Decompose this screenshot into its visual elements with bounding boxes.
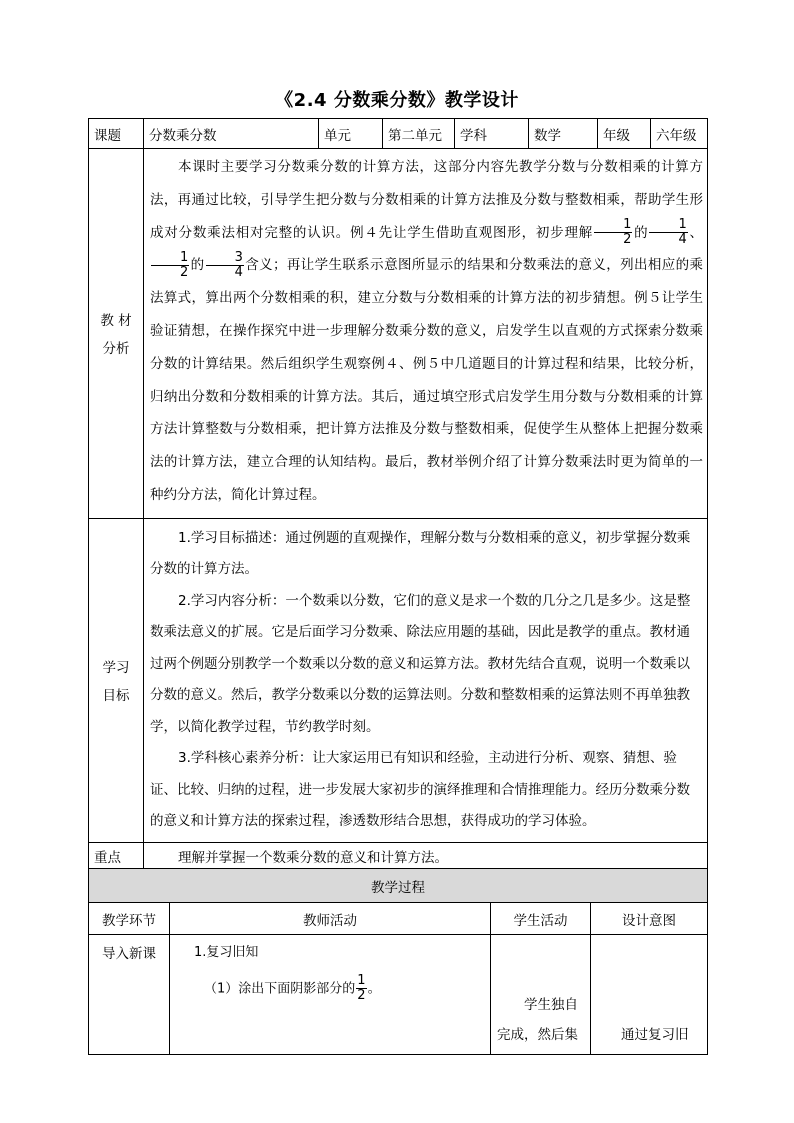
objectives-label-line1: 学习 [102, 660, 130, 677]
fraction-1-num: 1 [594, 218, 632, 233]
analysis-text-e: 含义；再让学生联系示意图所显示的结果和分数乘法的意义，列出相应的乘法算式，算出两个分数相乘的积，建立分数与分数相乘的计算方法的初步猜想。例５让学生验证猜想，在操作探究中进一步理解分数乘分数的意义，启发学生以直观的方式探索分数乘分数的计算结果。然后组织学生观察例４、例５中几道题目的计算过程和结果，比较分析，归纳出分数和分数相乘的计算方法。其后，通过填空形式启发学生用分数与分数相乘的计算方法计算整数与分数相乘，把计算方法推及分数与整数相乘，促使学生从整体上把握分数乘法的计算方法，建立合理的认知结构。最后，教材举例介绍了计算分数乘法时更为简单的一种约分方法，简化计算过程。 [150, 257, 704, 503]
header-row [89, 119, 708, 149]
col-stage-header: 教学环节 [89, 903, 170, 935]
student-line-2: 完成，然后集 [497, 1027, 578, 1043]
process-columns-row [89, 903, 708, 935]
teacher-fraction-den: 2 [357, 988, 366, 1003]
process-heading-row [89, 869, 708, 903]
col-student-header: 学生活动 [491, 903, 591, 935]
teacher-fraction-num: 1 [357, 973, 366, 988]
fraction-1-den: 2 [623, 232, 632, 248]
student-cell [491, 935, 591, 1055]
analysis-text-b: 的 [633, 224, 649, 241]
fraction-3-num: 1 [151, 251, 189, 266]
analysis-label-line1: 教 材 [100, 313, 132, 330]
analysis-text [144, 149, 708, 519]
key-point-row [89, 842, 708, 869]
analysis-text-c: 、 [688, 224, 704, 241]
objective-3: 3.学科核心素养分析：让大家运用已有知识和经验，主动进行分析、观察、猜想、验证、比较、归纳的过程，进一步发展大家初步的演绎推理和合情推理能力。经历分数乘分数的意义和计算方法的探索过程，渗透数形结合思想，获得成功的学习体验。 [150, 750, 690, 830]
fraction-4-den: 4 [234, 264, 243, 280]
col-intent-header: 设计意图 [591, 903, 708, 935]
teacher-line-1: 1.复习旧知 [194, 945, 259, 960]
unit-value: 第二单元 [383, 119, 455, 149]
fraction-2-den: 4 [678, 232, 687, 248]
process-row-intro [89, 935, 708, 1055]
teaching-process-table [88, 868, 708, 1055]
subject-label: 学科 [455, 119, 529, 149]
objective-1: 1.学习目标描述：通过例题的直观操作，理解分数与分数相乘的意义，初步掌握分数乘分数的计算方法。 [150, 529, 691, 578]
lesson-value: 分数乘分数 [144, 119, 319, 149]
key-point-text: 理解并掌握一个数乘分数的意义和计算方法。 [144, 842, 708, 869]
student-line-1: 学生独自 [524, 997, 578, 1013]
teacher-fraction [356, 974, 366, 1003]
objectives-label-line2: 目标 [102, 688, 130, 705]
fraction-2-num: 1 [649, 218, 687, 233]
analysis-text-a: 本课时主要学习分数乘分数的计算方法，这部分内容先教学分数与分数相乘的计算方法，再通过比较，引导学生把分数与分数相乘的计算方法推及分数与整数相乘，帮助学生形成对分数乘法相对完整的认识。例４先让学生借助直观图形，初步理解 [150, 159, 703, 241]
fraction-4 [206, 251, 244, 280]
analysis-label-line2: 分析 [102, 341, 130, 358]
objective-2: 2.学习内容分析：一个数乘以分数，它们的意义是求一个数的几分之几是多少。这是整数乘法意义的扩展。它是后面学习分数乘、除法应用题的基础，因此是教学的重点。教材通过两个例题分别教学一个数乘以分数的意义和运算方法。教材先结合直观，说明一个数乘以分数的意义。然后，教学分数乘以分数的运算法则。分数和整数相乘的运算法则不再单独教学，以简化教学过程，节约教学时刻。 [150, 592, 691, 735]
lesson-label: 课题 [89, 119, 144, 149]
teacher-line-2 [194, 974, 490, 1003]
analysis-label [89, 149, 144, 519]
analysis-row [89, 149, 708, 519]
objectives-label [89, 518, 144, 842]
teacher-line-2-text: （1）涂出下面阴影部分的 [204, 981, 356, 997]
stage-cell: 导入新课 [89, 935, 170, 1055]
intent-line-1: 通过复习旧 [621, 1027, 689, 1043]
fraction-2 [649, 218, 687, 247]
fraction-4-num: 3 [206, 251, 244, 266]
lesson-info-table [88, 118, 708, 897]
process-heading: 教学过程 [89, 869, 708, 903]
teacher-cell [170, 935, 491, 1055]
key-point-label: 重点 [89, 842, 144, 869]
grade-label: 年级 [598, 119, 651, 149]
intent-cell [591, 935, 708, 1055]
col-teacher-header: 教师活动 [170, 903, 491, 935]
grade-value: 六年级 [651, 119, 708, 149]
subject-value: 数学 [529, 119, 598, 149]
page-title: 《2.4 分数乘分数》教学设计 [275, 90, 519, 111]
analysis-text-d: 的 [190, 257, 205, 274]
unit-label: 单元 [319, 119, 383, 149]
fraction-3 [151, 251, 189, 280]
fraction-3-den: 2 [180, 264, 189, 280]
teacher-line-2-end: 。 [367, 980, 382, 997]
objectives-row [89, 518, 708, 842]
objectives-text [144, 518, 708, 842]
fraction-1 [594, 218, 632, 247]
